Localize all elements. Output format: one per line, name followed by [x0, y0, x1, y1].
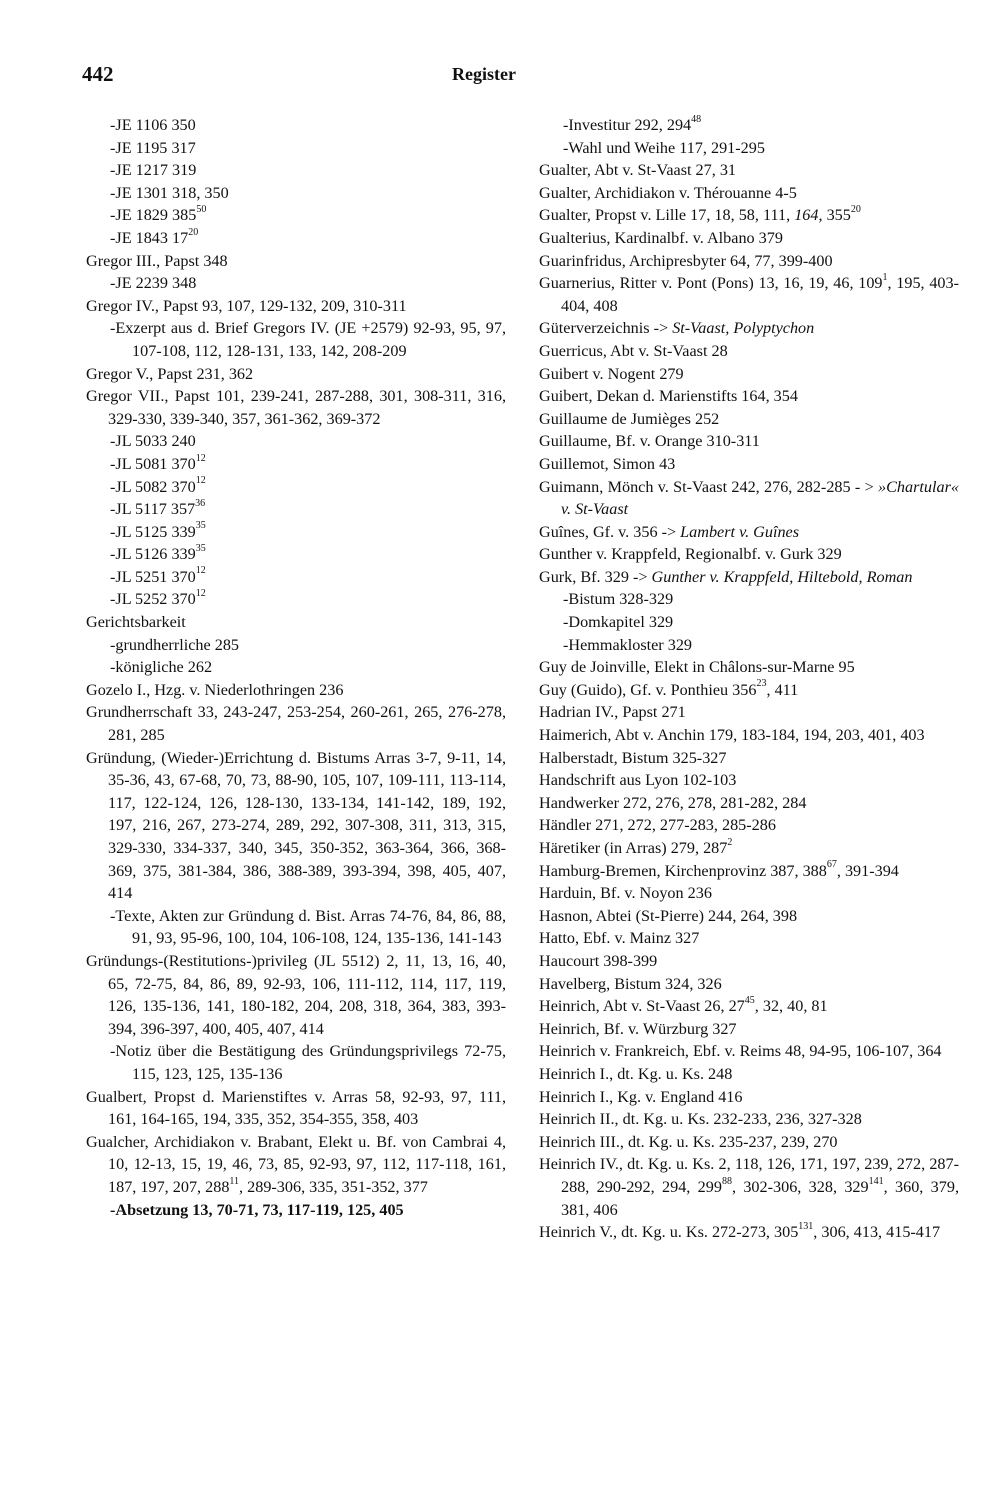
- index-entry: [86, 363, 506, 386]
- entry-text: Haimerich, Abt v. Anchin 179, 183-184, 194, 203, 401, 403: [539, 726, 925, 745]
- entry-text: Gualbert, Propst d. Marienstiftes v. Arras 58, 92-93, 97, 111, 161, 164-165, 194, 335, 352, 354-355, 358, 403: [86, 1087, 506, 1129]
- index-entry: [86, 611, 506, 634]
- entry-text: Heinrich IV., dt. Kg. u. Ks. 2, 118, 126, 171, 197, 239, 272, 287-288, 290-292, 294, 299: [539, 1155, 959, 1196]
- entry-text: -JE 1301 318, 350: [110, 183, 229, 202]
- entry-text: , 411: [766, 680, 799, 699]
- entry-text: Haucourt 398-399: [539, 951, 658, 970]
- entry-text: Guarinfridus, Archipresbyter 64, 77, 399-400: [539, 251, 833, 270]
- entry-text: Heinrich V., dt. Kg. u. Ks. 272-273, 305: [539, 1223, 799, 1242]
- entry-text: Halberstadt, Bistum 325-327: [539, 748, 727, 767]
- index-subentry: [86, 272, 506, 295]
- entry-text: , 289-306, 335, 351-352, 377: [239, 1177, 428, 1196]
- index-subentry: [86, 137, 506, 160]
- index-entry: [539, 973, 959, 996]
- page-number: 442: [82, 62, 114, 86]
- index-entry: [539, 1131, 959, 1154]
- index-entry: [539, 950, 959, 973]
- entry-text: Guibert, Dekan d. Marienstifts 164, 354: [539, 387, 798, 406]
- index-subentry: [86, 159, 506, 182]
- index-entry: [539, 882, 959, 905]
- entry-text: Häretiker (in Arras) 279, 287: [539, 839, 728, 857]
- entry-text: Havelberg, Bistum 324, 326: [539, 974, 722, 993]
- entry-text: -JL 5125 339: [110, 522, 196, 541]
- index-entry: [539, 860, 959, 883]
- index-subentry: [539, 114, 959, 137]
- index-subentry: [86, 430, 506, 453]
- index-entry: [86, 385, 506, 430]
- entry-text: -JL 5033 240: [110, 432, 196, 451]
- index-entry: [539, 317, 959, 340]
- entry-text: Heinrich III., dt. Kg. u. Ks. 235-237, 239, 270: [539, 1132, 838, 1151]
- entry-text: -Exzerpt aus d. Brief Gregors IV. (JE +2579) 92-93, 95, 97, 107-108, 112, 128-131, 133, 142, 208-209: [110, 319, 506, 360]
- index-entry: [86, 701, 506, 746]
- footnote-ref: 12: [195, 565, 206, 577]
- index-entry: [539, 363, 959, 386]
- footnote-ref: 2: [727, 836, 733, 848]
- index-entry: [539, 1153, 959, 1221]
- index-entry: [539, 1018, 959, 1041]
- footnote-ref: 12: [195, 475, 206, 487]
- entry-text: -JE 1195 317: [110, 138, 196, 157]
- entry-text: Hasnon, Abtei (St-Pierre) 244, 264, 398: [539, 906, 798, 925]
- entry-text: , 391-394: [836, 861, 899, 880]
- index-entry: [86, 950, 506, 1040]
- entry-text: Gregor III., Papst 348: [86, 251, 228, 270]
- footnote-ref: 11: [229, 1175, 240, 1187]
- index-entry: [539, 792, 959, 815]
- entry-text: Hatto, Ebf. v. Mainz 327: [539, 929, 700, 948]
- entry-text: -JE 1217 319: [110, 161, 197, 180]
- footnote-ref: 20: [850, 203, 861, 215]
- entry-text: Guimann, Mönch v. St-Vaast 242, 276, 282-285 - >: [539, 477, 879, 496]
- index-entry: [539, 1040, 959, 1063]
- entry-text: Guillemot, Simon 43: [539, 454, 676, 473]
- footnote-ref: 141: [868, 1175, 884, 1187]
- index-entry: [539, 204, 959, 227]
- entry-text: Gregor VII., Papst 101, 239-241, 287-288, 301, 308-311, 316, 329-330, 339-340, 357, 361-362, 369-372: [86, 387, 506, 428]
- index-entry: [539, 747, 959, 770]
- running-title: Register: [452, 64, 516, 84]
- entry-text: Gründungs-(Restitutions-)privileg (JL 5512) 2, 11, 13, 16, 40, 65, 72-75, 84, 86, 89, 92-93, 106, 111-112, 114, 117, 119, 126, 135-136, 141, 180-182, 204, 208, 318, 364, 383, 393-394, 396-397, 400, 405, 407, 414: [86, 951, 506, 1038]
- footnote-ref: 88: [721, 1175, 732, 1187]
- entry-text: Heinrich II., dt. Kg. u. Ks. 232-233, 236, 327-328: [539, 1110, 862, 1129]
- entry-text: Gozelo I., Hzg. v. Niederlothringen 236: [86, 680, 344, 699]
- index-entry: [539, 453, 959, 476]
- entry-text: -JL 5082 370: [110, 477, 196, 496]
- footnote-ref: 35: [195, 542, 206, 554]
- footnote-ref: 131: [798, 1220, 814, 1232]
- index-entry: [539, 476, 959, 521]
- index-entry: [86, 295, 506, 318]
- index-entry: [539, 250, 959, 273]
- footnote-ref: 23: [756, 678, 767, 690]
- entry-text: Guy de Joinville, Elekt in Châlons-sur-Marne 95: [539, 658, 855, 677]
- entry-text: Gualter, Archidiakon v. Thérouanne 4-5: [539, 183, 797, 202]
- entry-text: , 302-306, 328, 329: [731, 1177, 869, 1196]
- index-subentry: [86, 905, 506, 950]
- index-entry: [539, 1221, 959, 1244]
- entry-text: Guerricus, Abt v. St-Vaast 28: [539, 341, 728, 360]
- entry-text: Gerichtsbarkeit: [86, 613, 186, 632]
- entry-text: -königliche 262: [110, 658, 213, 677]
- footnote-ref: 45: [744, 994, 755, 1006]
- index-column-left: [86, 114, 506, 1221]
- cross-reference: Lambert v. Guînes: [680, 522, 800, 541]
- index-subentry: [86, 521, 506, 544]
- index-entry: [539, 656, 959, 679]
- entry-text: Gregor V., Papst 231, 362: [86, 364, 254, 383]
- entry-text: Heinrich I., dt. Kg. u. Ks. 248: [539, 1064, 733, 1083]
- index-entry: [539, 408, 959, 431]
- index-subentry: [539, 588, 959, 611]
- entry-text: Guy (Guido), Gf. v. Ponthieu 356: [539, 680, 757, 699]
- entry-text: -Wahl und Weihe 117, 291-295: [563, 138, 765, 157]
- index-entry: [539, 814, 959, 837]
- index-subentry: [539, 611, 959, 634]
- cross-reference: St-Vaast, Polyptychon: [672, 319, 815, 338]
- entry-text: -JE 1843 17: [110, 228, 189, 247]
- entry-text: -JL 5081 370: [110, 454, 196, 473]
- index-subentry: [86, 317, 506, 362]
- index-subentry: [86, 498, 506, 521]
- index-entry: [539, 1063, 959, 1086]
- footnote-ref: 12: [195, 452, 206, 464]
- entry-text: Heinrich, Abt v. St-Vaast 26, 27: [539, 997, 745, 1016]
- index-entry: [539, 927, 959, 950]
- cross-reference: 164,: [794, 206, 823, 225]
- entry-text: Gurk, Bf. 329 ->: [539, 567, 652, 586]
- index-entry: [539, 837, 959, 860]
- entry-text: Händler 271, 272, 277-283, 285-286: [539, 816, 776, 835]
- entry-text: Guillaume de Jumièges 252: [539, 409, 720, 428]
- index-entry: [539, 543, 959, 566]
- cross-reference: »Chartular« v. St-Vaast: [561, 477, 959, 519]
- entry-text: -Texte, Akten zur Gründung d. Bist. Arras 74-76, 84, 86, 88, 91, 93, 95-96, 100, 104, 106-108, 124, 135-136, 141-143: [110, 906, 506, 948]
- index-subentry: [539, 137, 959, 160]
- entry-text: Gualter, Propst v. Lille 17, 18, 58, 111,: [539, 206, 795, 225]
- entry-text: -Bistum 328-329: [563, 590, 674, 609]
- footnote-ref: 1: [882, 271, 888, 283]
- entry-text: Heinrich I., Kg. v. England 416: [539, 1087, 743, 1106]
- entry-text: -Hemmakloster 329: [563, 635, 693, 654]
- entry-text: Gualter, Abt v. St-Vaast 27, 31: [539, 161, 737, 180]
- index-subentry: [86, 543, 506, 566]
- page-header: [82, 62, 952, 92]
- index-entry: [539, 1086, 959, 1109]
- entry-text: , 32, 40, 81: [754, 997, 828, 1016]
- entry-text: Heinrich, Bf. v. Würzburg 327: [539, 1019, 737, 1038]
- entry-text: Grundherrschaft 33, 243-247, 253-254, 260-261, 265, 276-278, 281, 285: [86, 703, 506, 745]
- entry-text: Harduin, Bf. v. Noyon 236: [539, 884, 712, 903]
- footnote-ref: 48: [691, 113, 702, 125]
- index-subentry: [86, 634, 506, 657]
- entry-text: -Investitur 292, 294: [563, 116, 692, 134]
- index-entry: [539, 340, 959, 363]
- entry-text: Handwerker 272, 276, 278, 281-282, 284: [539, 793, 807, 812]
- footnote-ref: 50: [196, 203, 207, 215]
- entry-text: Güterverzeichnis ->: [539, 319, 673, 338]
- entry-text: -JL 5126 339: [110, 545, 196, 564]
- index-entry: [539, 566, 959, 589]
- index-subentry: [86, 1199, 506, 1222]
- entry-text: Gualcher, Archidiakon v. Brabant, Elekt u. Bf. von Cambrai 4, 10, 12-13, 15, 19, 46, 73, 85, 92-93, 97, 112, 117-118, 161, 187, 197, 207, 288: [86, 1132, 506, 1196]
- footnote-ref: 36: [195, 497, 206, 509]
- index-entry: [539, 679, 959, 702]
- index-entry: [539, 1108, 959, 1131]
- index-entry: [539, 995, 959, 1018]
- index-entry: [539, 430, 959, 453]
- index-entry: [86, 747, 506, 905]
- index-subentry: [86, 453, 506, 476]
- entry-text: -Notiz über die Bestätigung des Gründungsprivilegs 72-75, 115, 123, 125, 135-136: [110, 1042, 506, 1083]
- entry-text: -JE 1829 385: [110, 206, 197, 225]
- entry-text: Gründung, (Wieder-)Errichtung d. Bistums Arras 3-7, 9-11, 14, 35-36, 43, 67-68, 70, 73, 88-90, 105, 107, 109-111, 113-114, 117, 122-124, 126, 128-130, 133-134, 141-142, 189, 192, 197, 216, 267, 273-274, 289, 292, 307-308, 311, 313, 315, 329-330, 334-337, 340, 345, 350-352, 363-364, 366, 368-369, 375, 381-384, 386, 388-389, 393-394, 398, 405, 407, 414: [86, 748, 506, 903]
- footnote-ref: 67: [826, 859, 837, 871]
- footnote-ref: 12: [195, 588, 206, 600]
- entry-text: -Domkapitel 329: [563, 613, 674, 632]
- entry-text: -grundherrliche 285: [110, 635, 240, 654]
- entry-text: -JE 1106 350: [110, 116, 196, 134]
- entry-text: Heinrich v. Frankreich, Ebf. v. Reims 48, 94-95, 106-107, 364: [539, 1042, 942, 1061]
- entry-text: Hadrian IV., Papst 271: [539, 703, 686, 722]
- entry-text: Guibert v. Nogent 279: [539, 364, 684, 383]
- entry-text: , 360, 379, 381, 406: [561, 1177, 960, 1219]
- entry-text: Gregor IV., Papst 93, 107, 129-132, 209, 310-311: [86, 296, 407, 315]
- index-subentry: [86, 1040, 506, 1085]
- entry-text: -JL 5252 370: [110, 590, 196, 609]
- entry-text: Guînes, Gf. v. 356 ->: [539, 522, 681, 541]
- index-entry: [539, 905, 959, 928]
- index-entry: [539, 521, 959, 544]
- index-subentry: [86, 588, 506, 611]
- index-entry: [539, 769, 959, 792]
- index-entry: [539, 272, 959, 317]
- index-entry: [86, 679, 506, 702]
- entry-text: -JL 5251 370: [110, 567, 196, 586]
- index-subentry: [86, 182, 506, 205]
- entry-text: -JE 2239 348: [110, 274, 197, 293]
- index-subentry: [539, 634, 959, 657]
- index-subentry: [86, 656, 506, 679]
- cross-reference: Gunther v. Krappfeld, Hiltebold, Roman: [651, 567, 913, 586]
- index-column-right: [539, 114, 959, 1244]
- entry-text: Handschrift aus Lyon 102-103: [539, 771, 737, 790]
- index-entry: [86, 1086, 506, 1131]
- index-subentry: [86, 227, 506, 250]
- entry-text: -JL 5117 357: [110, 500, 196, 519]
- entry-text: -Absetzung 13, 70-71, 73, 117-119, 125, 405: [110, 1200, 404, 1219]
- index-subentry: [86, 114, 506, 137]
- index-entry: [539, 227, 959, 250]
- index-entry: [86, 250, 506, 273]
- footnote-ref: 35: [195, 520, 206, 532]
- entry-text: Gunther v. Krappfeld, Regionalbf. v. Gurk 329: [539, 545, 842, 564]
- entry-text: Gualterius, Kardinalbf. v. Albano 379: [539, 228, 783, 247]
- index-entry: [86, 1131, 506, 1199]
- entry-text: Guillaume, Bf. v. Orange 310-311: [539, 432, 760, 451]
- index-subentry: [86, 566, 506, 589]
- index-subentry: [86, 476, 506, 499]
- index-entry: [539, 182, 959, 205]
- index-entry: [539, 701, 959, 724]
- entry-text: , 195, 403-404, 408: [561, 274, 959, 315]
- entry-text: , 306, 413, 415-417: [813, 1223, 941, 1242]
- index-subentry: [86, 204, 506, 227]
- index-entry: [539, 724, 959, 747]
- index-entry: [539, 385, 959, 408]
- entry-text: Guarnerius, Ritter v. Pont (Pons) 13, 16, 19, 46, 109: [539, 274, 883, 293]
- entry-text: Hamburg-Bremen, Kirchenprovinz 387, 388: [539, 861, 827, 880]
- entry-text: 355: [822, 206, 851, 225]
- index-entry: [539, 159, 959, 182]
- footnote-ref: 20: [188, 226, 199, 238]
